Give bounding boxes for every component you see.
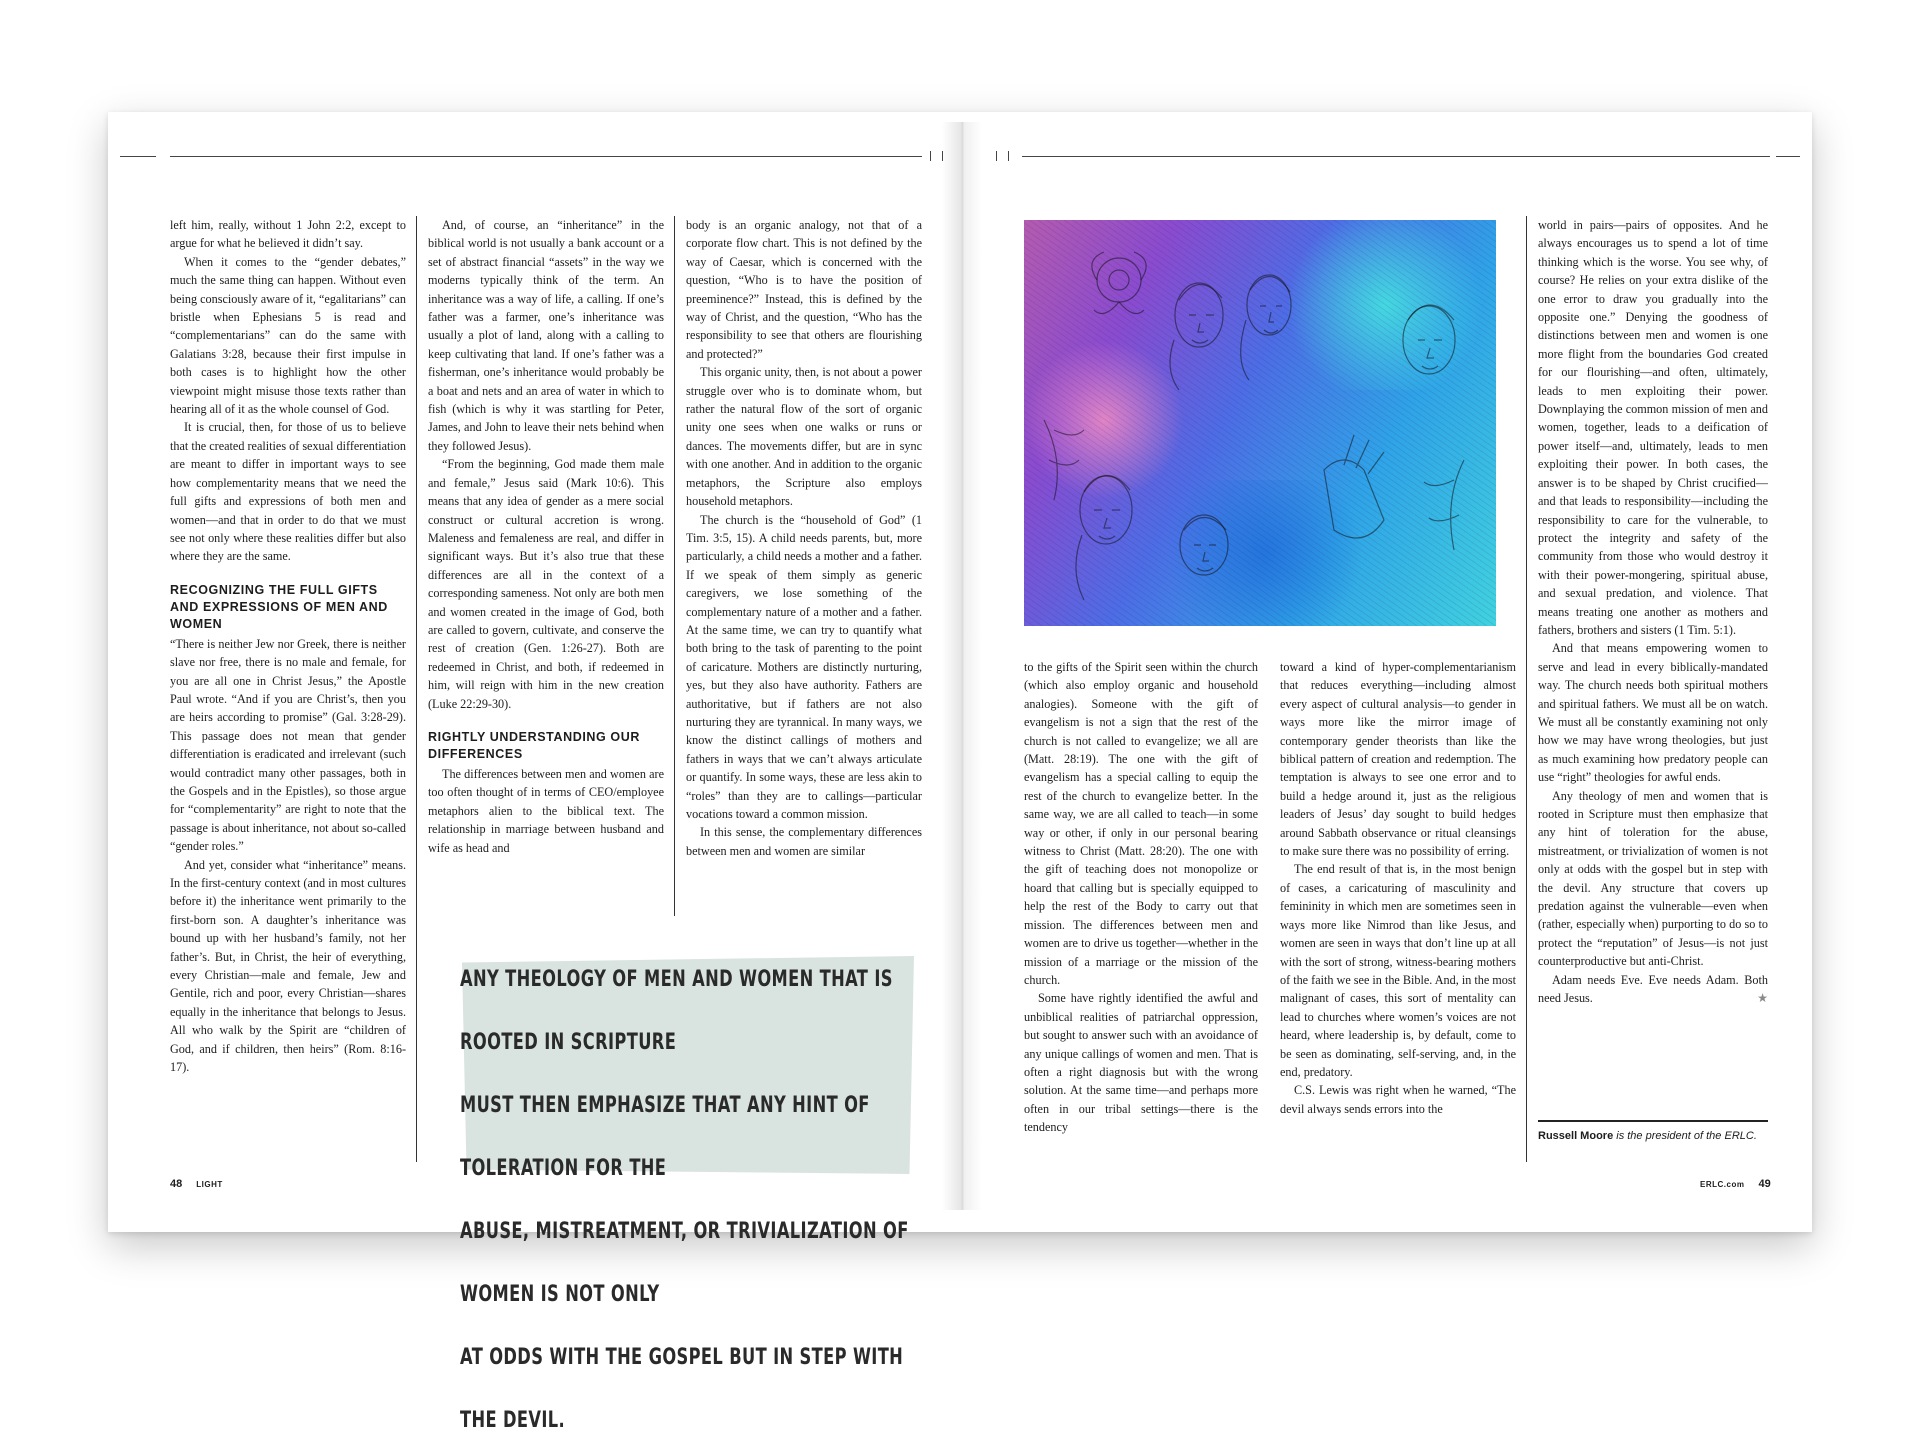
body-paragraph: “From the beginning, God made them male and female,” Jesus said (Mark 10:6). This means that any idea of gender as a mere social construct or cultural accretion is wrong. Maleness and femaleness are real, and differ in significant ways. But it’s also true that these differences are all in the context of a corresponding sameness. Not only are both men and women created in the image of God, both are called to govern, cultivate, and conserve the rest of creation (Gen. 1:26-27). Both are redeemed in Christ, and both, if redeemed in him, will reign with him in the new creation (Luke 22:29-30).	[428, 457, 664, 711]
end-star-icon: ★	[1757, 991, 1768, 1006]
left-column-1	[170, 216, 406, 1076]
byline-rule	[1538, 1120, 1768, 1122]
body-paragraph: toward a kind of hyper-complementarianism that reduces everything—including almost every aspect of cultural analysis—to gender in ways more like the mirror image of contemporary gender theorists than like the biblical pattern of creation and redemption. The temptation is always to see one error and to build a hedge around it, just as the religious leaders of Jesus’ day sought to build hedges around Sabbath observance or ritual cleansings to make sure there was no possibility of erring.	[1280, 660, 1516, 859]
pullquote-line: ABUSE, MISTREATMENT, OR TRIVIALIZATION OF WOMEN IS NOT ONLY	[460, 1219, 909, 1307]
body-paragraph: Some have rightly identified the awful and unbiblical realities of patriarchal oppression, but sought to answer such with an avoidance of any unique callings of women and men. That is often a right diagnosis but with the wrong solution. At the same time—and perhaps more often in our tribal settings—there is the tendency	[1024, 991, 1258, 1135]
body-paragraph: to the gifts of the Spirit seen within the church (which also employ organic and household analogies). Someone with the gift of evangelism is not a sign that the rest of the church is not called to evangelize; we all are (Matt. 28:19). The one with the gift of evangelism has a special calling to equip the rest of the church to evangelize better. In the same way, we are all called to teach—in some way or other, if only in our personal bearing witness to Christ (Matt. 28:20). The one with the gift of teaching does not monopolize or hoard that calling but is specially equipped to help the rest of the Body to carry out that mission. The differences between men and women are to drive us together—whether in the mission of a marriage or the mission of the church.	[1024, 660, 1258, 987]
right-column-1	[1024, 658, 1258, 1137]
author-name: Russell Moore	[1538, 1130, 1614, 1142]
right-header-rule-outer	[1776, 156, 1800, 157]
body-paragraph: And yet, consider what “inheritance” means. In the first-century context (and in most cultures before it) the inheritance went primarily to the first-born son. A daughter’s inheritance was bound up with her husband’s family, not her father’s. But, in Christ, the heir of everything, every Christian—male and female, Jew and Gentile, rich and poor, every Christian—shares equally in the inheritance that belongs to Jesus. All who walk by the Spirit are “children of God, and if children, then heirs” (Rom. 8:16-17).	[170, 857, 406, 1075]
engraved-face	[1180, 515, 1228, 575]
body-paragraph: The end result of that is, in the most benign of cases, a caricaturing of masculinity and femininity in which men are sometimes seen in ways more like Nimrod than like Jesus, and women are seen in ways that don’t line up at all with the sort of strong, witness-bearing mothers of the faith we see in the Bible. And, in the most malignant of cases, this sort of mentality can lead to churches where women’s voices are not heard, where leadership is, by default, come to be seen as dominating, self-serving, and, in the end, predatory.	[1280, 862, 1516, 1079]
body-paragraph	[1538, 971, 1768, 1008]
body-paragraph: This organic unity, then, is not about a power struggle over who is to dominate whom, but rather the natural flow of the sort of organic unity one sees when one walks or runs or dances. The movements differ, but are in sync with one another. And in addition to the organic metaphors, the Scripture also employs household metaphors.	[686, 365, 922, 509]
body-paragraph: And, of course, an “inheritance” in the biblical world is not usually a bank account or a set of abstract financial “assets” in the way we moderns typically think of the term. An inheritance was a way of life, a calling. If one’s father was a farmer, one’s inheritance was usually a plot of land, along with a calling to keep cultivating that land. If one’s father was a fisherman, one’s inheritance would probably be a boat and nets and an area of water in which to fish (which is why it was startling for Peter, James, and John to leave their nets behind when they followed Jesus).	[428, 218, 664, 453]
section-heading: RECOGNIZING THE FULL GIFTS AND EXPRESSIONS OF MEN AND WOMEN	[170, 582, 388, 631]
engraved-figures	[1024, 220, 1496, 626]
site-name: ERLC.com	[1700, 1180, 1745, 1189]
pullquote-line: ANY THEOLOGY OF MEN AND WOMEN THAT IS ROOTED IN SCRIPTURE	[460, 967, 893, 1055]
right-folio	[1700, 1178, 1771, 1190]
pullquote	[460, 948, 919, 1433]
right-header-rule	[1022, 156, 1770, 157]
section-heading: RIGHTLY UNDERSTANDING OUR DIFFERENCES	[428, 729, 641, 761]
collage-artwork	[1024, 220, 1496, 626]
left-header-tick	[942, 151, 943, 161]
column-divider	[416, 216, 417, 1162]
pullquote-line: AT ODDS WITH THE GOSPEL BUT IN STEP WITH THE DEVIL.	[460, 1345, 904, 1433]
left-column-2	[428, 216, 664, 857]
body-paragraph: The church is the “household of God” (1 Tim. 3:5, 15). A child needs parents, but, more particularly, a child needs a mother and a father. If we speak of them simply as generic caregivers, we lose something of the complementary nature of a mother and a father. At the same time, we can try to quantify what both bring to the task of parenting to the point of caricature. Mothers are distinctly nurturing, yes, but they also have authority. Fathers are authoritative, but if fathers are not also nurturing they are tyrannical. In many ways, we know the distinct callings of mothers and fathers in ways that we can’t always articulate or quantify. In some ways, these are less akin to “roles” than they are to callings—particular vocations toward a common mission.	[686, 512, 922, 821]
right-column-3	[1538, 216, 1768, 1007]
right-header-tick	[996, 151, 997, 161]
foliage-engraving	[1044, 420, 1464, 550]
column-divider	[1526, 216, 1527, 1162]
engraved-face	[1241, 275, 1291, 380]
flower-engraving	[1092, 252, 1146, 314]
body-paragraph: C.S. Lewis was right when he warned, “The devil always sends errors into the	[1280, 1083, 1516, 1116]
section-name: LIGHT	[196, 1180, 223, 1189]
closing-line: Adam needs Eve. Eve needs Adam. Both need Jesus.	[1538, 972, 1768, 1006]
left-column-3	[686, 216, 922, 860]
left-header-rule	[170, 156, 922, 157]
body-paragraph: The differences between men and women are too often thought of in terms of CEO/employee metaphors alien to the biblical text. The relationship in marriage between husband and wife as head and	[428, 766, 664, 855]
left-header-tick	[930, 151, 931, 161]
body-paragraph: In this sense, the complementary differences between men and women are similar	[686, 825, 922, 858]
body-paragraph: “There is neither Jew nor Greek, there is neither slave nor free, there is no male and female, for you are all one in Christ Jesus,” the Apostle Paul wrote. “And if you are Christ’s, then you are heirs according to promise” (Gal. 3:28-29). This passage does not mean that gender differentiation is eradicated and irrelevant (such would contradict many other passages, both in the Gospels and in the Epistles), so those argue for “complementarity” are right to note that the passage is about inheritance, not about so-called “gender roles.”	[170, 636, 406, 854]
pullquote-line: MUST THEN EMPHASIZE THAT ANY HINT OF TOLERATION FOR THE	[460, 1093, 870, 1181]
body-paragraph: It is crucial, then, for those of us to believe that the created realities of sexual differentiation are meant to differ in important ways to see how complementarity means that we need the full gifts and expressions of both men and women—and that in order to do that we must see not only where these realities differ but also where they are the same.	[170, 420, 406, 564]
body-paragraph: Any theology of men and women that is rooted in Scripture must then emphasize that any hint of toleration for the abuse, mistreatment, or trivialization of women is not only at odds with the gospel but in step with the devil. Any structure that covers up predation against the vulnerable—even when (rather, especially when) purporting to do so to protect the “reputation” of Jesus—is not just counterproductive but anti-Christ.	[1538, 788, 1768, 969]
author-byline	[1538, 1130, 1768, 1142]
right-column-2	[1280, 658, 1516, 1118]
left-folio	[170, 1178, 223, 1190]
body-paragraph: And that means empowering women to serve and lead in every biblically-mandated way. The church needs both spiritual mothers and spiritual fathers. We must all be on watch. We must all be constantly examining not only how we may have wrong theologies, but just as much examining how predatory people can use “right” theologies for awful ends.	[1538, 641, 1768, 785]
column-divider	[674, 216, 675, 916]
body-paragraph: When it comes to the “gender debates,” much the same thing can happen. Without even being consciously aware of it, “egalitarians” can bristle when Ephesians 5 is read and “complementarians” can do the same with Galatians 3:28, because their first impulse in both cases is to highlight how the other viewpoint might misuse those texts rather than hearing all of it as the whole counsel of God.	[170, 254, 406, 417]
page-number: 48	[170, 1178, 183, 1190]
engraved-face	[1170, 283, 1223, 390]
author-role: is the president of the ERLC.	[1613, 1130, 1757, 1142]
body-paragraph: world in pairs—pairs of opposites. And he always encourages us to spend a lot of time thinking which is the worse. You see why, of course? He relies on your extra dislike of the one error to draw you gradually into the opposite one.” Denying the goodness of distinctions between men and women is one more flight from the boundaries God created for our flourishing—and often, ultimately, leads to men exploiting their power. Downplaying the common mission of men and women, together, leads to a deification of power itself—and, ultimately, leads to men exploiting their power. In both cases, the answer is to be shaped by Christ crucified—and that leads to responsibility—including the responsibility to care for the vulnerable, to protect the integrity and safety of the community from those who would destroy it with their power-mongering, spiritual abuse, and sexual predation, and violence. That means treating one another as mothers and fathers, brothers and sisters (1 Tim. 5:1).	[1538, 218, 1768, 637]
right-header-tick	[1008, 151, 1009, 161]
engraved-face	[1403, 305, 1455, 374]
body-paragraph: left him, really, without 1 John 2:2, except to argue for what he believed it didn’t say.	[170, 218, 406, 251]
body-paragraph: body is an organic analogy, not that of a corporate flow chart. This is not defined by the way of Caesar, which is concerned with the question, “Who is to have the position of preeminence?” Instead, this is defined by the way of Christ, and the question, “Who has the responsibility to see that others are flourishing and protected?”	[686, 218, 922, 361]
left-header-rule-outer	[120, 156, 156, 157]
engraved-hand	[1324, 435, 1384, 538]
engraved-face	[1076, 475, 1132, 600]
page-number: 49	[1758, 1178, 1771, 1190]
